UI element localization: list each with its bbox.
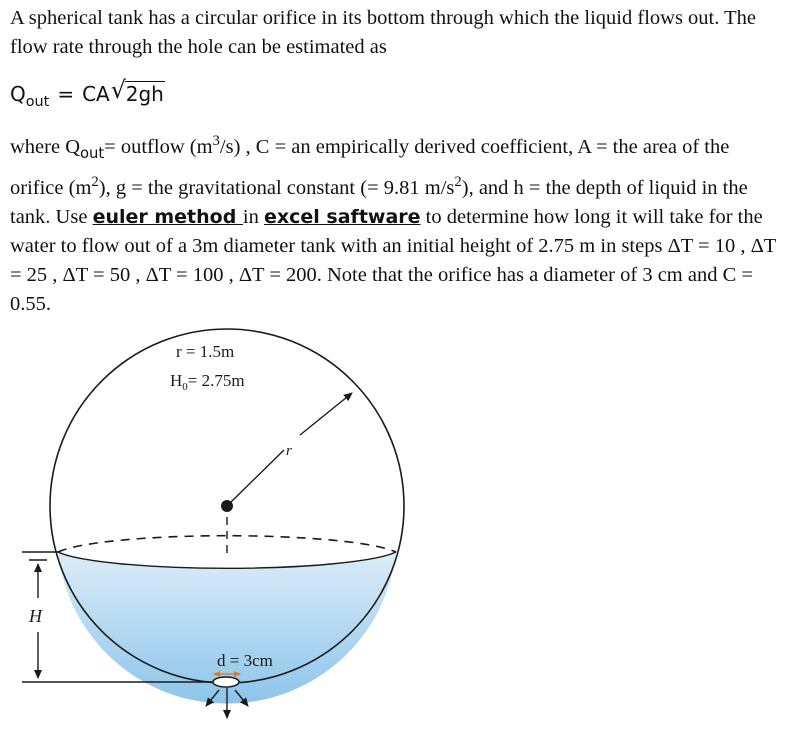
spherical-tank-diagram xyxy=(0,320,792,733)
euler-method-link[interactable]: euler method xyxy=(92,205,243,228)
radius-label: r = 1.5m xyxy=(176,342,235,361)
problem-intro: A spherical tank has a circular orifice in its bottom through which the liquid flows out. The flow rate through the hole can be estimated as xyxy=(10,7,756,58)
radical-sign-icon: √ xyxy=(110,76,127,104)
where-text-4: ), g = the gravitational constant (= 9.81 m/s xyxy=(98,176,455,199)
where-text-6: in xyxy=(242,205,264,228)
radius-symbol: r xyxy=(286,443,292,459)
formula-ca: CA xyxy=(82,82,110,106)
sqrt-content: 2gh xyxy=(125,82,164,106)
where-text-3: /s) , C = an empirically derived coefficient, A = the area of the orifice (m xyxy=(10,135,730,199)
formula-equals: = xyxy=(57,82,75,106)
radius-arrow-outer xyxy=(300,393,352,435)
where-sup-3: 3 xyxy=(212,133,220,149)
where-text-5: ), and h = the depth of liquid in the tank. Use xyxy=(10,176,748,228)
h0-value: = 2.75m xyxy=(187,371,245,390)
where-text-2: = outflow (m xyxy=(104,135,213,158)
where-sup-2b: 2 xyxy=(454,173,462,190)
radius-arrow-inner xyxy=(231,450,284,502)
height-symbol: H xyxy=(29,606,42,626)
sqrt-expression xyxy=(110,76,165,108)
h0-subscript: 0 xyxy=(182,381,188,393)
h0-symbol: H xyxy=(170,371,183,390)
orifice-label: d = 3cm xyxy=(217,651,273,670)
problem-description xyxy=(10,127,786,319)
flow-formula xyxy=(10,76,165,116)
formula-q-subscript: out xyxy=(25,94,50,110)
excel-software-link[interactable]: excel saftware xyxy=(264,205,421,228)
orifice xyxy=(213,677,239,687)
where-text-1: where Q xyxy=(10,135,81,158)
initial-height-label xyxy=(170,371,245,393)
where-text-7: to determine how long it will take for the water to flow out of a 3m diameter tank with an initial height of 2.75 m in steps ΔT = 10 , ΔT = 25 , ΔT = 50 , ΔT = 100 , ΔT = 200. Note that the orifice has a diameter of 3 cm and C = 0.55. xyxy=(10,205,776,315)
where-q-subscript: out xyxy=(80,144,105,162)
where-sup-2a: 2 xyxy=(91,173,99,190)
formula-q: Q xyxy=(10,82,26,106)
